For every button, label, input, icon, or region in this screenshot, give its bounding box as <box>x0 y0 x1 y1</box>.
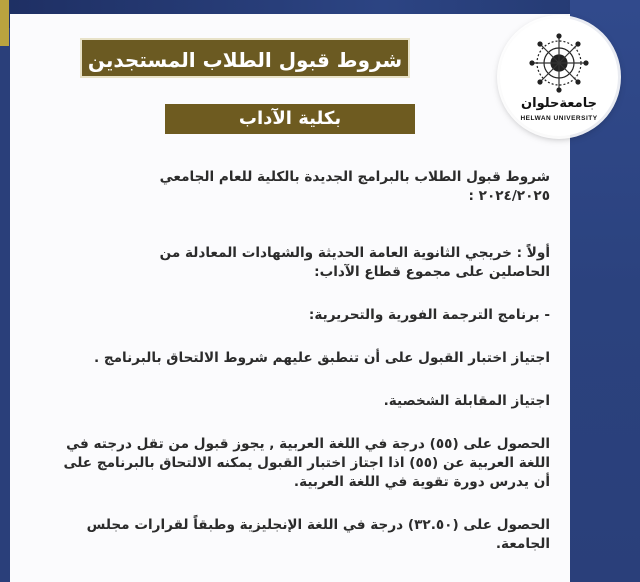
condition-4-line-2: الجامعة. <box>495 536 550 552</box>
intro-line-1: شروط قبول الطلاب بالبرامج الجديدة بالكلية للعام الجامعي <box>159 169 550 185</box>
subtitle-banner: بكلية الآداب <box>165 104 415 134</box>
condition-1: اجتياز اختبار القبول على أن تنطبق عليهم شروط الالتحاق بالبرنامج . <box>93 350 550 366</box>
accent-stripe <box>0 0 9 46</box>
first-category-line-1: أولاً : خريجي الثانوية العامة الحديثة والشهادات المعادلة من <box>159 245 550 261</box>
condition-4-line-1: الحصول على (٣٢.٥٠) درجة في اللغة الإنجليزية وطبقاً لقرارات مجلس <box>86 517 550 533</box>
university-logo <box>500 18 618 136</box>
condition-3-line-1: الحصول على (٥٥) درجة في اللغة العربية , يجوز قبول من تقل درجته في <box>66 436 550 452</box>
document-body <box>22 168 550 554</box>
logo-english-name: HELWAN UNIVERSITY <box>520 115 598 122</box>
intro-line-2: ٢٠٢٤/٢٠٢٥ : <box>468 188 550 204</box>
program-heading: - برنامج الترجمة الفورية والتحريرية: <box>308 307 550 323</box>
condition-3-line-2: اللغة العربية عن (٥٥) اذا اجتاز اختبار القبول يمكنه الالتحاق بالبرنامج على <box>63 455 550 471</box>
logo-arabic-name: جامعةحلوان <box>521 96 597 111</box>
title-banner: شروط قبول الطلاب المستجدين <box>80 38 410 78</box>
condition-3-line-3: أن يدرس دورة تقوية في اللغة العربية. <box>293 474 550 490</box>
condition-2: اجتياز المقابلة الشخصية. <box>383 393 550 409</box>
first-category-line-2: الحاصلين على مجموع قطاع الآداب: <box>314 264 550 280</box>
